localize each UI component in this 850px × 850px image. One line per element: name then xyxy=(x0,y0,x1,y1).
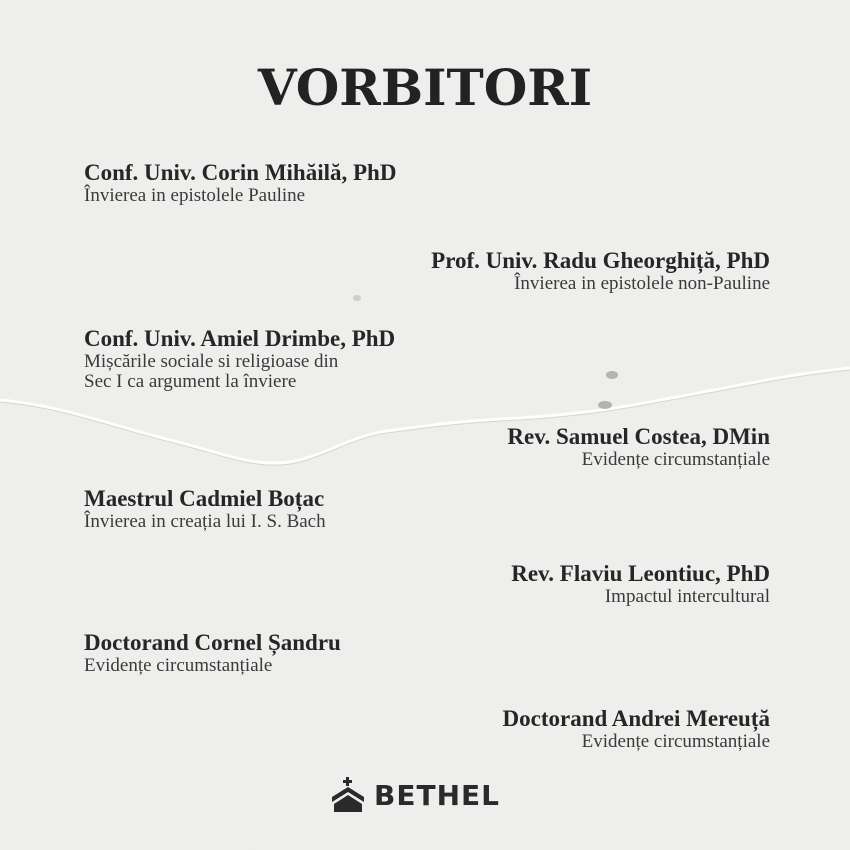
speaker-name: Doctorand Andrei Mereuță xyxy=(502,706,770,731)
speaker-6 xyxy=(170,561,770,607)
speaker-name: Rev. Flaviu Leontiuc, PhD xyxy=(511,561,770,586)
speaker-name: Conf. Univ. Corin Mihăilă, PhD xyxy=(84,160,397,185)
logo-text: BETHEL xyxy=(374,778,500,812)
speaker-name: Rev. Samuel Costea, DMin xyxy=(507,424,770,449)
page-title: VORBITORI xyxy=(257,58,593,117)
speaker-5 xyxy=(84,486,684,532)
church-roof-icon xyxy=(330,777,366,813)
speaker-1 xyxy=(84,160,684,206)
speaker-topic: Învierea in epistolele Pauline xyxy=(84,185,306,206)
speaker-8 xyxy=(170,706,770,752)
speaker-topic: Evidențe circumstanțiale xyxy=(581,449,770,470)
speaker-2 xyxy=(170,248,770,294)
speaker-name: Prof. Univ. Radu Gheorghiță, PhD xyxy=(431,248,770,273)
speaker-name: Doctorand Cornel Șandru xyxy=(84,630,341,655)
speaker-topic: Mișcările sociale si religioase din Sec I ca argument la înviere xyxy=(84,351,339,392)
speaker-name: Conf. Univ. Amiel Drimbe, PhD xyxy=(84,326,396,351)
speaker-7 xyxy=(84,630,684,676)
speaker-3 xyxy=(84,326,684,392)
speaker-topic: Evidențe circumstanțiale xyxy=(581,731,770,752)
speaker-topic: Evidențe circumstanțiale xyxy=(84,655,273,676)
speaker-4 xyxy=(170,424,770,470)
speaker-topic: Impactul intercultural xyxy=(604,586,770,607)
speaker-topic: Învierea in creația lui I. S. Bach xyxy=(84,511,326,532)
speaker-name: Maestrul Cadmiel Boțac xyxy=(84,486,325,511)
bethel-logo xyxy=(330,775,500,815)
speaker-topic: Învierea in epistolele non-Pauline xyxy=(514,273,770,294)
